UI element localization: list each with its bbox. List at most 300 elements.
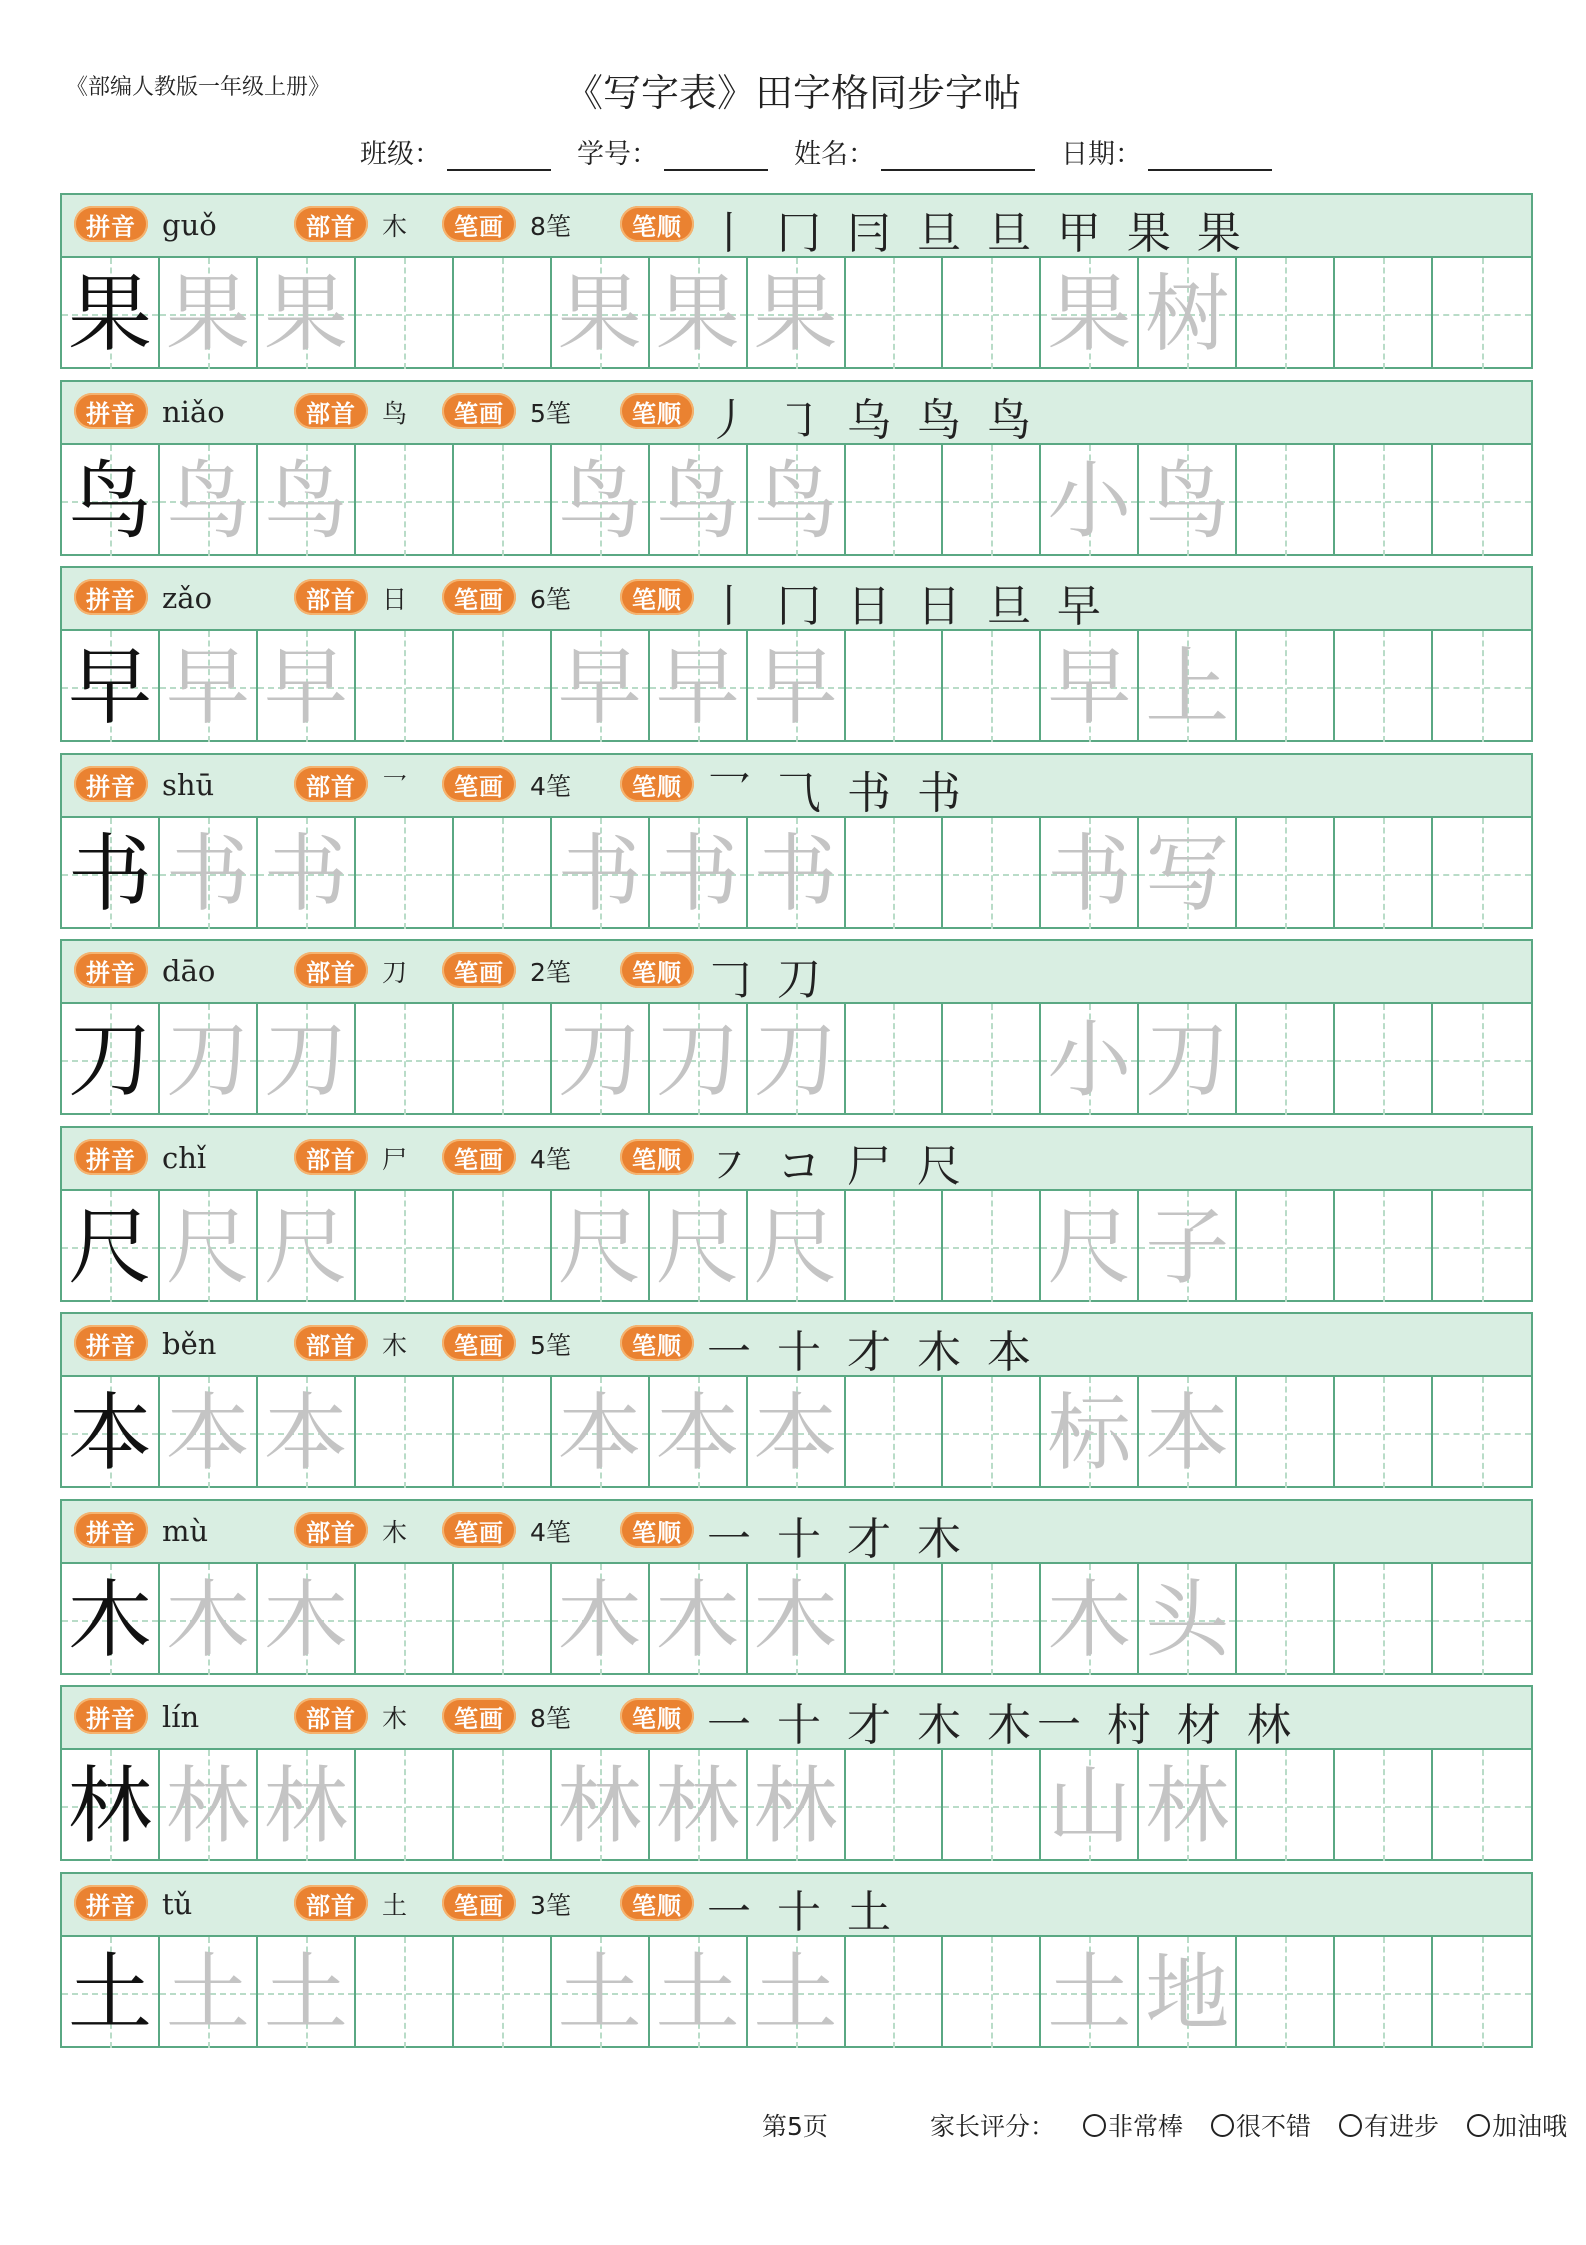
trace-character: 刀	[1145, 1010, 1230, 1109]
trace-character: 木	[557, 1570, 642, 1669]
pinyin-text: běn	[162, 1327, 217, 1361]
practice-cell[interactable]	[748, 1377, 846, 1488]
practice-cell[interactable]	[1237, 1937, 1335, 2048]
radical-badge: 部首	[294, 1139, 368, 1175]
model-character: 土	[67, 1943, 152, 2042]
radical-text: 刀	[382, 958, 408, 987]
practice-cell[interactable]	[846, 631, 944, 742]
trace-character: 子	[1145, 1197, 1230, 1296]
practice-cell[interactable]	[356, 1004, 454, 1115]
pinyin-badge: 拼音	[74, 1139, 148, 1175]
practice-cell[interactable]	[846, 1937, 944, 2048]
radical-badge: 部首	[294, 206, 368, 242]
trace-character: 书	[263, 824, 348, 923]
trace-character: 早	[1047, 637, 1132, 736]
order-badge: 笔顺	[620, 393, 694, 429]
trace-character: 木	[1047, 1570, 1132, 1669]
practice-cell[interactable]	[160, 1937, 258, 2048]
trace-character: 刀	[655, 1010, 740, 1109]
info-header	[62, 755, 1531, 818]
practice-cell[interactable]	[1433, 1377, 1531, 1488]
practice-cell[interactable]	[552, 1004, 650, 1115]
practice-cell[interactable]	[943, 1377, 1041, 1488]
practice-cell[interactable]	[160, 1191, 258, 1302]
order-badge: 笔顺	[620, 1512, 694, 1548]
practice-cell[interactable]	[356, 1750, 454, 1861]
practice-cell[interactable]	[943, 1004, 1041, 1115]
radical-badge: 部首	[294, 952, 368, 988]
practice-cell[interactable]	[160, 445, 258, 556]
practice-cell[interactable]	[258, 1750, 356, 1861]
trace-character: 上	[1145, 637, 1230, 736]
practice-cell[interactable]	[454, 818, 552, 929]
practice-cell[interactable]	[258, 1937, 356, 2048]
order-badge: 笔顺	[620, 579, 694, 615]
trace-character: 果	[165, 264, 250, 363]
practice-cell[interactable]	[1335, 1937, 1433, 2048]
practice-cell[interactable]	[943, 1564, 1041, 1675]
trace-character: 小	[1047, 451, 1132, 550]
stroke-order: 𠃌 刀	[707, 954, 827, 1005]
practice-cell[interactable]	[356, 445, 454, 556]
practice-cell[interactable]	[943, 1937, 1041, 2048]
trace-character: 林	[1145, 1756, 1230, 1855]
strokes-badge: 笔画	[442, 206, 516, 242]
practice-cell[interactable]	[1139, 258, 1237, 369]
practice-cell[interactable]	[1041, 1191, 1139, 1302]
practice-cell[interactable]	[552, 818, 650, 929]
page-title: 《写字表》田字格同步字帖	[564, 71, 1021, 115]
trace-character: 刀	[263, 1010, 348, 1109]
trace-character: 写	[1145, 824, 1230, 923]
practice-cell[interactable]	[1041, 445, 1139, 556]
trace-character: 尺	[753, 1197, 838, 1296]
strokes-badge: 笔画	[442, 393, 516, 429]
practice-cell[interactable]	[1041, 1377, 1139, 1488]
model-character: 林	[67, 1756, 152, 1855]
model-character: 尺	[67, 1197, 152, 1296]
practice-cell[interactable]	[943, 1750, 1041, 1861]
practice-cell[interactable]	[1433, 1191, 1531, 1302]
radical-text: 木	[382, 212, 408, 241]
practice-cell[interactable]	[1335, 818, 1433, 929]
rating-option-excellent[interactable]: 非常棒	[1083, 2107, 1183, 2143]
practice-block	[60, 1312, 1533, 1488]
practice-cell[interactable]	[650, 1004, 748, 1115]
practice-cell[interactable]	[1139, 631, 1237, 742]
practice-block	[60, 193, 1533, 369]
trace-character: 早	[557, 637, 642, 736]
practice-cell[interactable]	[1335, 1377, 1433, 1488]
class-field[interactable]: 班级：	[360, 132, 551, 171]
practice-cell[interactable]	[748, 258, 846, 369]
rating-option-good[interactable]: 很不错	[1211, 2107, 1311, 2143]
practice-cell[interactable]	[1139, 1937, 1237, 2048]
pinyin-text: chǐ	[162, 1141, 207, 1175]
stroke-count: 4笔	[530, 1145, 571, 1174]
practice-cell[interactable]	[1335, 445, 1433, 556]
radical-text: 尸	[382, 1145, 408, 1174]
practice-cell[interactable]	[552, 1191, 650, 1302]
practice-cell[interactable]	[160, 1377, 258, 1488]
practice-cell[interactable]	[1237, 1564, 1335, 1675]
trace-character: 林	[165, 1756, 250, 1855]
practice-cell[interactable]	[846, 258, 944, 369]
stroke-count: 2笔	[530, 958, 571, 987]
practice-cell[interactable]	[258, 258, 356, 369]
practice-cell[interactable]	[454, 1191, 552, 1302]
practice-cell[interactable]	[650, 1750, 748, 1861]
pinyin-badge: 拼音	[74, 206, 148, 242]
name-field[interactable]: 姓名：	[794, 132, 1035, 171]
model-char-cell	[62, 1004, 160, 1115]
practice-cell[interactable]	[356, 818, 454, 929]
order-badge: 笔顺	[620, 766, 694, 802]
radical-text: 土	[382, 1891, 408, 1920]
pinyin-badge: 拼音	[74, 1698, 148, 1734]
practice-cell[interactable]	[1139, 445, 1237, 556]
practice-cell[interactable]	[1041, 818, 1139, 929]
practice-cell[interactable]	[846, 818, 944, 929]
practice-cell[interactable]	[160, 1564, 258, 1675]
practice-cell[interactable]	[356, 1377, 454, 1488]
practice-cell[interactable]	[748, 1564, 846, 1675]
practice-cell[interactable]	[1433, 818, 1531, 929]
trace-character: 标	[1047, 1383, 1132, 1482]
strokes-badge: 笔画	[442, 579, 516, 615]
practice-cell[interactable]	[1433, 1564, 1531, 1675]
practice-cell[interactable]	[258, 1377, 356, 1488]
practice-cell[interactable]	[650, 1191, 748, 1302]
practice-cell[interactable]	[1139, 1564, 1237, 1675]
stroke-order: 丨 冂 冃 旦 旦 甲 果 果	[707, 208, 1247, 259]
practice-cell[interactable]	[454, 258, 552, 369]
practice-block	[60, 939, 1533, 1115]
practice-cell[interactable]	[1041, 1004, 1139, 1115]
practice-cell[interactable]	[943, 631, 1041, 742]
practice-cell[interactable]	[160, 631, 258, 742]
model-character: 刀	[67, 1010, 152, 1109]
practice-cell[interactable]	[1335, 1750, 1433, 1861]
practice-cell[interactable]	[846, 1191, 944, 1302]
practice-cell[interactable]	[454, 1937, 552, 2048]
practice-cell[interactable]	[1139, 1377, 1237, 1488]
practice-cell[interactable]	[160, 258, 258, 369]
grid-row	[62, 818, 1531, 929]
pinyin-text: zǎo	[162, 581, 213, 615]
stroke-count: 8笔	[530, 1704, 571, 1733]
pinyin-badge: 拼音	[74, 952, 148, 988]
practice-block	[60, 566, 1533, 742]
order-badge: 笔顺	[620, 206, 694, 242]
trace-character: 果	[557, 264, 642, 363]
practice-cell[interactable]	[1237, 631, 1335, 742]
info-header	[62, 568, 1531, 631]
practice-cell[interactable]	[552, 445, 650, 556]
practice-cell[interactable]	[1433, 258, 1531, 369]
practice-cell[interactable]	[1041, 631, 1139, 742]
practice-cell[interactable]	[454, 1004, 552, 1115]
practice-cell[interactable]	[1041, 1937, 1139, 2048]
radio-circle-icon	[1339, 2114, 1362, 2137]
info-header	[62, 1874, 1531, 1937]
stroke-order: 一 十 才 木 木一 村 材 林	[707, 1700, 1297, 1751]
trace-character: 林	[263, 1756, 348, 1855]
practice-cell[interactable]	[356, 1564, 454, 1675]
model-char-cell	[62, 1937, 160, 2048]
model-character: 果	[67, 264, 152, 363]
practice-cell[interactable]	[1335, 1564, 1433, 1675]
edition-label: 《部编人教版一年级上册》	[66, 75, 331, 100]
rating-option-keep-going[interactable]: 加油哦	[1467, 2107, 1567, 2143]
trace-character: 地	[1145, 1943, 1230, 2042]
grid-row	[62, 1377, 1531, 1488]
grid-row	[62, 631, 1531, 742]
pinyin-badge: 拼音	[74, 1512, 148, 1548]
info-header	[62, 1687, 1531, 1750]
practice-cell[interactable]	[356, 258, 454, 369]
practice-cell[interactable]	[552, 258, 650, 369]
practice-cell[interactable]	[1139, 1191, 1237, 1302]
stroke-order: ㇇ コ 尸 尺	[707, 1141, 967, 1192]
model-character: 本	[67, 1383, 152, 1482]
practice-cell[interactable]	[356, 631, 454, 742]
model-char-cell	[62, 445, 160, 556]
radical-badge: 部首	[294, 579, 368, 615]
practice-cell[interactable]	[650, 1377, 748, 1488]
practice-cell[interactable]	[1433, 1750, 1531, 1861]
trace-character: 木	[165, 1570, 250, 1669]
trace-character: 本	[557, 1383, 642, 1482]
practice-cell[interactable]	[1237, 445, 1335, 556]
practice-cell[interactable]	[160, 1750, 258, 1861]
practice-cell[interactable]	[552, 1564, 650, 1675]
trace-character: 木	[263, 1570, 348, 1669]
practice-cell[interactable]	[1237, 818, 1335, 929]
practice-cell[interactable]	[1237, 1377, 1335, 1488]
practice-cell[interactable]	[1433, 1004, 1531, 1115]
trace-character: 林	[557, 1756, 642, 1855]
practice-cell[interactable]	[356, 1937, 454, 2048]
trace-character: 小	[1047, 1010, 1132, 1109]
page-number: 第5页	[762, 2112, 828, 2141]
practice-block	[60, 1126, 1533, 1302]
practice-cell[interactable]	[1335, 1004, 1433, 1115]
pinyin-text: shū	[162, 768, 215, 802]
practice-cell[interactable]	[454, 631, 552, 742]
practice-cell[interactable]	[650, 258, 748, 369]
pinyin-text: dāo	[162, 954, 216, 988]
trace-character: 书	[557, 824, 642, 923]
strokes-badge: 笔画	[442, 1325, 516, 1361]
stroke-order: 一 十 才 木 本	[707, 1327, 1037, 1378]
pinyin-badge: 拼音	[74, 1885, 148, 1921]
practice-cell[interactable]	[650, 631, 748, 742]
practice-block	[60, 753, 1533, 929]
practice-cell[interactable]	[748, 445, 846, 556]
grid-row	[62, 1191, 1531, 1302]
practice-cell[interactable]	[650, 1564, 748, 1675]
practice-cell[interactable]	[258, 1004, 356, 1115]
practice-cell[interactable]	[160, 818, 258, 929]
trace-character: 林	[753, 1756, 838, 1855]
model-char-cell	[62, 1191, 160, 1302]
trace-character: 木	[655, 1570, 740, 1669]
trace-character: 果	[1047, 264, 1132, 363]
practice-cell[interactable]	[748, 1004, 846, 1115]
trace-character: 本	[753, 1383, 838, 1482]
practice-block	[60, 1685, 1533, 1861]
stroke-count: 5笔	[530, 399, 571, 428]
trace-character: 鸟	[655, 451, 740, 550]
practice-cell[interactable]	[454, 1377, 552, 1488]
pinyin-text: lín	[162, 1700, 200, 1734]
grid-row	[62, 1937, 1531, 2048]
stroke-count: 8笔	[530, 212, 571, 241]
practice-cell[interactable]	[552, 1750, 650, 1861]
trace-character: 土	[655, 1943, 740, 2042]
trace-character: 尺	[557, 1197, 642, 1296]
trace-character: 书	[655, 824, 740, 923]
pinyin-text: guǒ	[162, 208, 217, 242]
model-char-cell	[62, 1377, 160, 1488]
practice-cell[interactable]	[552, 631, 650, 742]
practice-cell[interactable]	[1139, 818, 1237, 929]
practice-cell[interactable]	[454, 445, 552, 556]
practice-cell[interactable]	[748, 1750, 846, 1861]
practice-cell[interactable]	[943, 1191, 1041, 1302]
radical-badge: 部首	[294, 393, 368, 429]
radical-badge: 部首	[294, 1698, 368, 1734]
model-char-cell	[62, 1750, 160, 1861]
stroke-order: 丨 冂 日 日 旦 早	[707, 581, 1107, 632]
model-char-cell	[62, 818, 160, 929]
practice-cell[interactable]	[1433, 445, 1531, 556]
practice-cell[interactable]	[943, 818, 1041, 929]
practice-cell[interactable]	[943, 445, 1041, 556]
trace-character: 书	[753, 824, 838, 923]
pinyin-text: mù	[162, 1514, 209, 1548]
strokes-badge: 笔画	[442, 1512, 516, 1548]
radical-text: 木	[382, 1704, 408, 1733]
grid-row	[62, 445, 1531, 556]
practice-cell[interactable]	[454, 1564, 552, 1675]
practice-cell[interactable]	[943, 258, 1041, 369]
trace-character: 果	[655, 264, 740, 363]
practice-cell[interactable]	[1237, 258, 1335, 369]
stroke-count: 5笔	[530, 1331, 571, 1360]
practice-cell[interactable]	[258, 1564, 356, 1675]
practice-cell[interactable]	[846, 1004, 944, 1115]
trace-character: 尺	[165, 1197, 250, 1296]
practice-cell[interactable]	[1041, 1564, 1139, 1675]
practice-cell[interactable]	[650, 445, 748, 556]
stroke-order: 丿 ㇆ 乌 鸟 鸟	[707, 395, 1037, 446]
strokes-badge: 笔画	[442, 1139, 516, 1175]
grid-row	[62, 258, 1531, 369]
practice-cell[interactable]	[258, 1191, 356, 1302]
practice-block	[60, 1499, 1533, 1675]
practice-cell[interactable]	[1139, 1750, 1237, 1861]
practice-cell[interactable]	[356, 1191, 454, 1302]
model-character: 早	[67, 637, 152, 736]
trace-character: 土	[165, 1943, 250, 2042]
practice-cell[interactable]	[160, 1004, 258, 1115]
model-character: 鸟	[67, 451, 152, 550]
practice-block	[60, 1872, 1533, 2048]
radio-circle-icon	[1211, 2114, 1234, 2137]
practice-cell[interactable]	[1335, 1191, 1433, 1302]
practice-cell[interactable]	[1041, 258, 1139, 369]
pinyin-badge: 拼音	[74, 766, 148, 802]
practice-cell[interactable]	[748, 631, 846, 742]
practice-cell[interactable]	[1041, 1750, 1139, 1861]
practice-cell[interactable]	[846, 445, 944, 556]
info-header	[62, 382, 1531, 445]
practice-cell[interactable]	[552, 1937, 650, 2048]
practice-cell[interactable]	[1335, 258, 1433, 369]
student-info	[360, 132, 1298, 171]
practice-cell[interactable]	[1237, 1750, 1335, 1861]
practice-cell[interactable]	[454, 1750, 552, 1861]
trace-character: 早	[165, 637, 250, 736]
practice-cell[interactable]	[1433, 631, 1531, 742]
radical-text: 鸟	[382, 399, 408, 428]
stroke-count: 4笔	[530, 1518, 571, 1547]
practice-cell[interactable]	[846, 1564, 944, 1675]
practice-cell[interactable]	[1139, 1004, 1237, 1115]
practice-cell[interactable]	[748, 818, 846, 929]
practice-cell[interactable]	[650, 1937, 748, 2048]
radical-text: 日	[382, 585, 408, 614]
order-badge: 笔顺	[620, 1885, 694, 1921]
trace-character: 鸟	[165, 451, 250, 550]
practice-cell[interactable]	[748, 1191, 846, 1302]
practice-cell[interactable]	[846, 1750, 944, 1861]
practice-cell[interactable]	[258, 631, 356, 742]
radical-badge: 部首	[294, 766, 368, 802]
practice-cell[interactable]	[1433, 1937, 1531, 2048]
pinyin-badge: 拼音	[74, 1325, 148, 1361]
practice-cell[interactable]	[846, 1377, 944, 1488]
trace-character: 土	[263, 1943, 348, 2042]
radio-circle-icon	[1083, 2114, 1106, 2137]
rating-option-progress[interactable]: 有进步	[1339, 2107, 1439, 2143]
model-char-cell	[62, 1564, 160, 1675]
trace-character: 刀	[557, 1010, 642, 1109]
strokes-badge: 笔画	[442, 766, 516, 802]
student-number-field[interactable]: 学号：	[577, 132, 768, 171]
practice-cell[interactable]	[552, 1377, 650, 1488]
model-char-cell	[62, 258, 160, 369]
trace-character: 书	[1047, 824, 1132, 923]
practice-cell[interactable]	[258, 445, 356, 556]
date-field[interactable]: 日期：	[1061, 132, 1272, 171]
stroke-order: 乛 ⺄ 书 书	[707, 768, 967, 819]
order-badge: 笔顺	[620, 1698, 694, 1734]
practice-cell[interactable]	[1237, 1004, 1335, 1115]
practice-cell[interactable]	[1237, 1191, 1335, 1302]
trace-character: 早	[655, 637, 740, 736]
info-header	[62, 1314, 1531, 1377]
practice-cell[interactable]	[650, 818, 748, 929]
practice-cell[interactable]	[1335, 631, 1433, 742]
practice-cell[interactable]	[258, 818, 356, 929]
trace-character: 鸟	[753, 451, 838, 550]
practice-cell[interactable]	[748, 1937, 846, 2048]
trace-character: 树	[1145, 264, 1230, 363]
strokes-badge: 笔画	[442, 1698, 516, 1734]
